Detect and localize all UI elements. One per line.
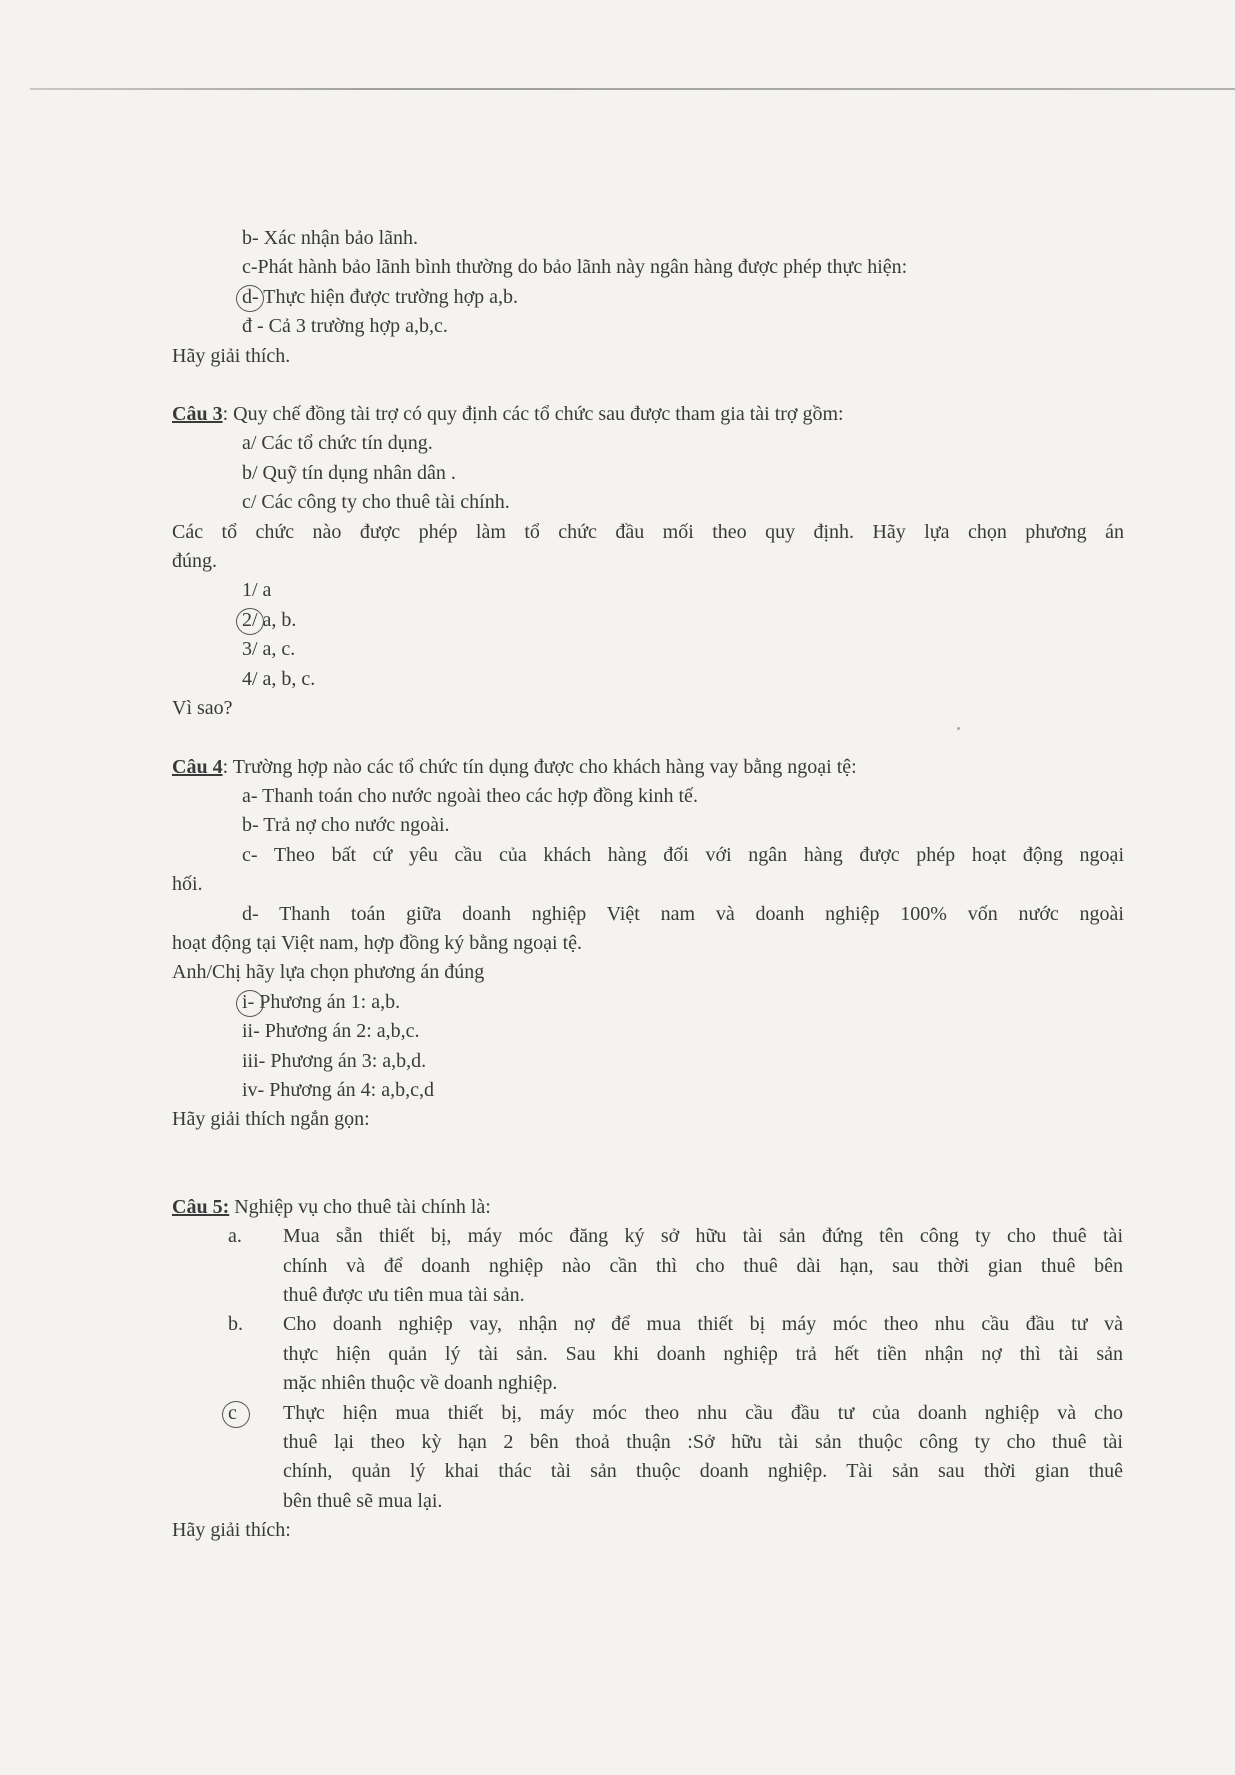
q2-option-b: b- Xác nhận bảo lãnh.	[242, 227, 419, 249]
circled-answer-mark: d	[242, 283, 252, 312]
q4-option-3: iii- Phương án 3: a,b,d.	[242, 1049, 427, 1072]
q4-text: : Trường hợp nào các tổ chức tín dụng được cho khách hàng vay bằng ngoại tệ:	[222, 755, 857, 778]
q5-option-b	[172, 1310, 1124, 1398]
document-body	[172, 224, 1124, 1546]
q3-option-2-text: / a, b.	[252, 608, 297, 631]
q5-label: Câu 5:	[172, 1195, 230, 1218]
q5-option-c-line1: Thực hiện mua thiết bị, máy móc theo nhu cầu đầu tư của doanh nghiệp và cho	[283, 1401, 1123, 1424]
q4-item-c-line1: c- Theo bất cứ yêu cầu của khách hàng đối với ngân hàng được phép hoạt động ngoại	[242, 843, 1124, 866]
q4-label: Câu 4	[172, 755, 223, 778]
q3-option-3: 3/ a, c.	[242, 638, 296, 661]
q3-label: Câu 3	[172, 403, 223, 426]
q3-item-c: c/ Các công ty cho thuê tài chính.	[242, 491, 510, 514]
top-divider	[30, 88, 1235, 90]
q3-item-a: a/ Các tổ chức tín dụng.	[242, 432, 433, 455]
q2-option-dd: đ - Cả 3 trường hợp a,b,c.	[242, 315, 448, 338]
q2-option-d-text: - Thực hiện được trường hợp a,b.	[252, 285, 519, 308]
q3-option-1: 1/ a	[242, 579, 272, 602]
q3-option-2	[172, 606, 1124, 635]
q5-heading	[172, 1193, 1124, 1222]
q5-option-a-line2: chính và để doanh nghiệp nào cần thì cho thuê dài hạn, sau thời gian thuê bên	[283, 1254, 1123, 1277]
q4-choose: Anh/Chị hãy lựa chọn phương án đúng	[172, 961, 485, 984]
q5-option-b-line3: mặc nhiên thuộc về doanh nghiệp.	[283, 1372, 558, 1395]
circled-answer-mark: 2	[242, 606, 252, 635]
q4-option-2: ii- Phương án 2: a,b,c.	[242, 1020, 420, 1043]
q2-explain: Hãy giải thích.	[172, 344, 291, 367]
q4-item-d-line1: d- Thanh toán giữa doanh nghiệp Việt nam và doanh nghiệp 100% vốn nước ngoài	[242, 902, 1124, 925]
q4-item-c-line2: hối.	[172, 873, 203, 896]
q5-option-c-line3: chính, quản lý khai thác tài sản thuộc doanh nghiệp. Tài sản sau thời gian thuê	[283, 1460, 1123, 1483]
q5-explain: Hãy giải thích:	[172, 1519, 291, 1542]
q3-question-line1: Các tổ chức nào được phép làm tổ chức đầu mối theo quy định. Hãy lựa chọn phương án	[172, 520, 1124, 543]
q5-option-b-marker: b.	[228, 1313, 243, 1336]
q3-text: : Quy chế đồng tài trợ có quy định các tổ chức sau được tham gia tài trợ gồm:	[222, 403, 844, 426]
q4-item-d-line2: hoạt động tại Việt nam, hợp đồng ký bằng ngoại tệ.	[172, 931, 583, 954]
q5-option-b-line1: Cho doanh nghiệp vay, nhận nợ để mua thiết bị máy móc theo nhu cầu đầu tư và	[283, 1313, 1123, 1336]
q2-option-c: c-Phát hành bảo lãnh bình thường do bảo lãnh này ngân hàng được phép thực hiện:	[242, 256, 908, 279]
q5-option-b-line2: thực hiện quản lý tài sản. Sau khi doanh nghiệp trả hết tiền nhận nợ thì tài sản	[283, 1342, 1123, 1365]
q5-option-a-line1: Mua sẵn thiết bị, máy móc đăng ký sở hữu tài sản đứng tên công ty cho thuê tài	[283, 1225, 1123, 1248]
q5-option-a-line3: thuê được ưu tiên mua tài sản.	[283, 1284, 525, 1306]
q5-option-c	[172, 1399, 1124, 1517]
q3-item-b: b/ Quỹ tín dụng nhân dân .	[242, 461, 456, 484]
q5-option-c-line2: thuê lại theo kỳ hạn 2 bên thoả thuận :Sở hữu tài sản thuộc công ty cho thuê tài	[283, 1431, 1123, 1454]
q3-question-line2: đúng.	[172, 550, 217, 573]
q4-item-a: a- Thanh toán cho nước ngoài theo các hợp đồng kinh tế.	[242, 784, 698, 807]
q3-option-4: 4/ a, b, c.	[242, 667, 316, 690]
q5-text: Nghiệp vụ cho thuê tài chính là:	[229, 1195, 491, 1218]
q4-explain: Hãy giải thích ngắn gọn:	[172, 1108, 370, 1131]
q3-why: Vì sao?	[172, 697, 233, 720]
q4-option-1	[172, 988, 1124, 1017]
q5-option-a-marker: a.	[228, 1225, 242, 1248]
q4-option-1-text: - Phương án 1: a,b.	[247, 990, 401, 1013]
q3-heading	[172, 400, 1124, 429]
circled-answer-mark: c	[228, 1399, 237, 1428]
q4-item-b: b- Trả nợ cho nước ngoài.	[242, 814, 450, 837]
q5-option-c-line4: bên thuê sẽ mua lại.	[283, 1489, 443, 1512]
q4-option-4: iv- Phương án 4: a,b,c,d	[242, 1078, 434, 1101]
circled-answer-mark: i	[242, 988, 248, 1017]
q4-heading	[172, 753, 1124, 782]
q5-option-a	[172, 1222, 1124, 1310]
q2-option-d	[172, 283, 1124, 312]
